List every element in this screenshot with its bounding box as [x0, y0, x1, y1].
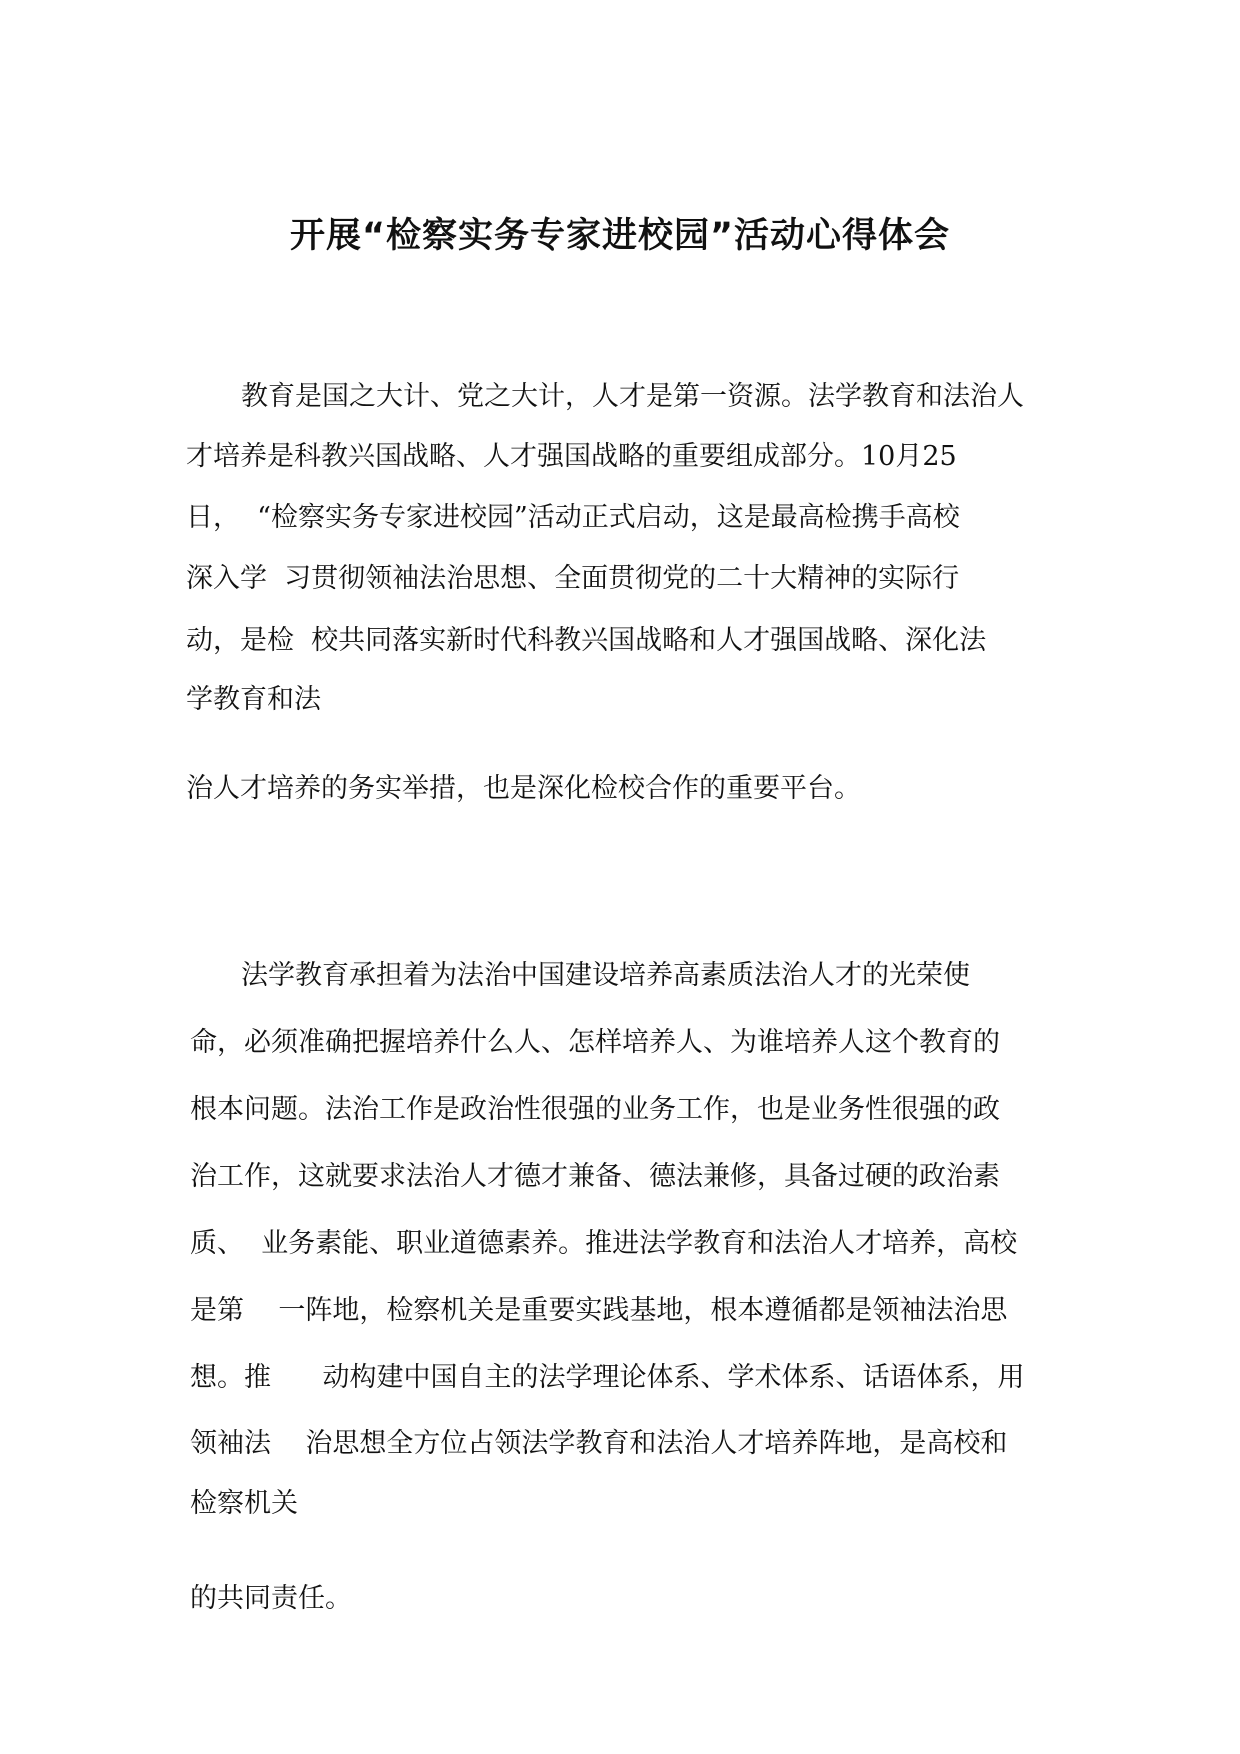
paragraph2-line-4: 治工作，这就要求法治人才德才兼备、德法兼修，具备过硬的政治素 [190, 1161, 1000, 1192]
paragraph2-line-8: 领袖法 治思想全方位占领法学教育和法治人才培养阵地，是高校和 [190, 1428, 1008, 1459]
paragraph1-line-4: 深入学 习贯彻领袖法治思想、全面贯彻党的二十大精神的实际行 [186, 563, 960, 594]
paragraph1-line-5: 动，是检 校共同落实新时代科教兴国战略和人才强国战略、深化法 [186, 625, 987, 656]
paragraph2-line-3: 根本问题。法治工作是政治性很强的业务工作，也是业务性很强的政 [190, 1094, 1000, 1125]
paragraph1-line-2: 才培养是科教兴国战略、人才强国战略的重要组成部分。10月25 [186, 441, 957, 472]
paragraph1-line-6: 学教育和法 [186, 684, 321, 715]
paragraph2-line-1: 法学教育承担着为法治中国建设培养高素质法治人才的光荣使 [241, 960, 970, 991]
paragraph2-line-6: 是第 一阵地，检察机关是重要实践基地，根本遵循都是领袖法治思 [190, 1295, 1008, 1326]
paragraph1-line-1: 教育是国之大计、党之大计，人才是第一资源。法学教育和法治人 [241, 381, 1024, 412]
paragraph2-line-10: 的共同责任。 [190, 1583, 352, 1614]
paragraph2-line-2: 命，必须准确把握培养什么人、怎样培养人、为谁培养人这个教育的 [190, 1027, 1000, 1058]
paragraph2-line-9: 检察机关 [190, 1488, 298, 1519]
paragraph2-line-5: 质、 业务素能、职业道德素养。推进法学教育和法治人才培养，高校 [190, 1228, 1018, 1259]
paragraph1-line-7: 治人才培养的务实举措，也是深化检校合作的重要平台。 [186, 773, 861, 804]
paragraph2-line-7: 想。推 动构建中国自主的法学理论体系、学术体系、话语体系，用 [190, 1362, 1025, 1393]
paragraph1-line-3: 日， “检察实务专家进校园”活动正式启动，这是最高检携手高校 [186, 502, 960, 533]
document-title: 开展“检察实务专家进校园”活动心得体会 [289, 216, 950, 256]
